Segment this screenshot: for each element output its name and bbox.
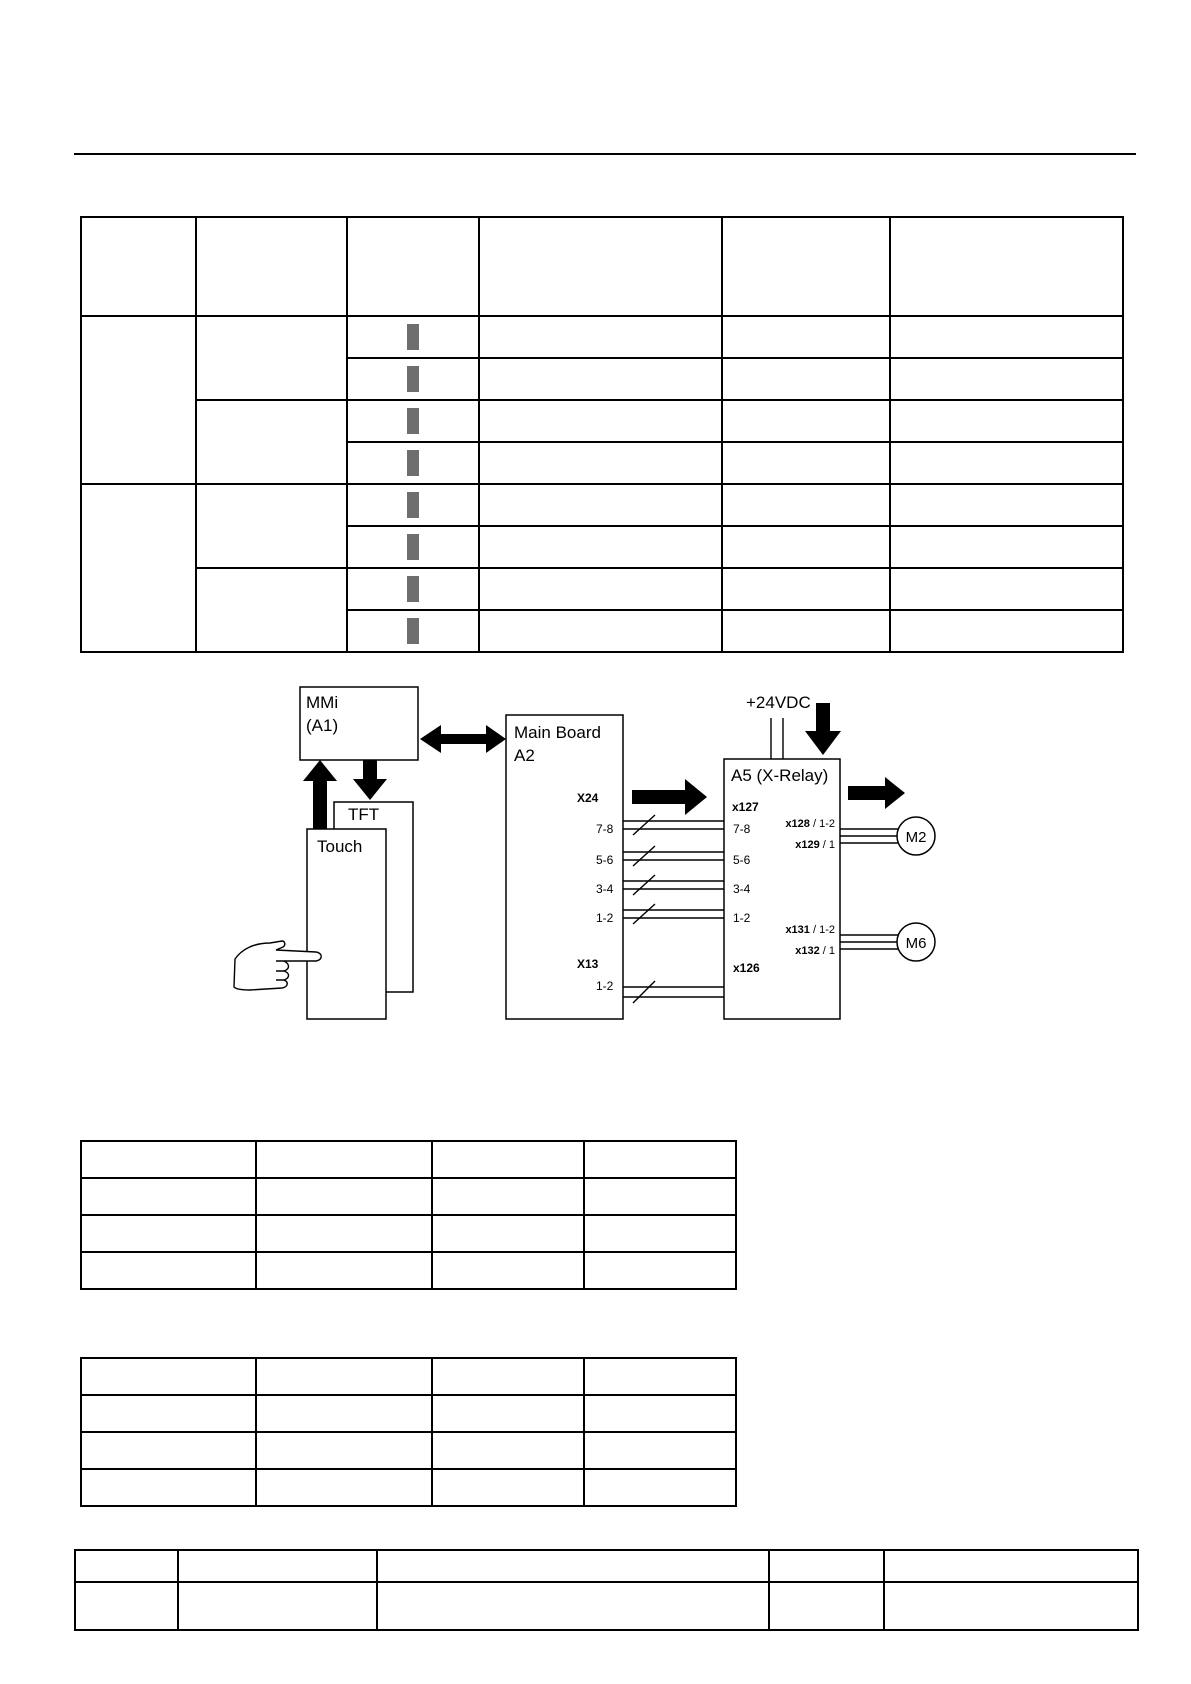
table-cell bbox=[584, 1141, 736, 1178]
x129-label: x129 / 1 bbox=[795, 839, 835, 851]
table-cell bbox=[256, 1469, 432, 1506]
bottom-table bbox=[74, 1549, 1139, 1631]
table-cell bbox=[479, 400, 722, 442]
table-row bbox=[81, 1358, 736, 1395]
table-row bbox=[81, 1469, 736, 1506]
main-pin-label: 7-8 bbox=[596, 822, 614, 836]
table-cell bbox=[347, 568, 479, 610]
touch-panel bbox=[307, 829, 386, 1019]
table-cell bbox=[722, 610, 890, 652]
motor-m2-label: M2 bbox=[905, 829, 927, 846]
table-cell bbox=[584, 1252, 736, 1289]
x132-label: x132 / 1 bbox=[795, 945, 835, 957]
table-cell bbox=[347, 484, 479, 526]
table-cell bbox=[722, 484, 890, 526]
table-cell bbox=[75, 1582, 178, 1630]
table-cell bbox=[347, 400, 479, 442]
table-row bbox=[81, 1252, 736, 1289]
table-cell bbox=[81, 1215, 256, 1252]
table-cell bbox=[584, 1358, 736, 1395]
gray-swatch bbox=[407, 618, 419, 644]
arrow-down-icon bbox=[353, 760, 387, 800]
gray-swatch bbox=[407, 366, 419, 392]
table-cell bbox=[256, 1432, 432, 1469]
table-row bbox=[81, 1432, 736, 1469]
table-cell bbox=[75, 1550, 178, 1582]
gray-swatch bbox=[407, 408, 419, 434]
main-pin-label: 1-2 bbox=[596, 911, 614, 925]
table-cell bbox=[890, 526, 1123, 568]
table-cell bbox=[432, 1141, 584, 1178]
x24-label: X24 bbox=[577, 791, 599, 805]
relay-pin-label: 7-8 bbox=[733, 822, 751, 836]
main-pin-label: 3-4 bbox=[596, 882, 614, 896]
tft-label: TFT bbox=[348, 805, 380, 824]
touch-label: Touch bbox=[317, 837, 363, 856]
small-table-2 bbox=[80, 1357, 737, 1507]
table-row bbox=[75, 1550, 1138, 1582]
table-cell bbox=[479, 217, 722, 316]
top-rule bbox=[74, 153, 1136, 155]
table-cell bbox=[256, 1141, 432, 1178]
table-cell bbox=[81, 1432, 256, 1469]
x127-label: x127 bbox=[732, 800, 759, 814]
x131-label: x131 / 1-2 bbox=[785, 924, 835, 936]
table-cell bbox=[196, 484, 347, 568]
table-cell bbox=[722, 358, 890, 400]
relay-pin-label: 3-4 bbox=[733, 882, 751, 896]
table-cell bbox=[196, 316, 347, 400]
small-table-1 bbox=[80, 1140, 737, 1290]
table-cell bbox=[81, 217, 196, 316]
table-cell bbox=[81, 1252, 256, 1289]
table-row bbox=[81, 568, 1123, 610]
table-row bbox=[81, 1215, 736, 1252]
table-cell bbox=[432, 1469, 584, 1506]
table-cell bbox=[256, 1178, 432, 1215]
table-cell bbox=[584, 1215, 736, 1252]
table-row bbox=[75, 1582, 1138, 1630]
arrow-up-icon bbox=[303, 760, 337, 829]
table-cell bbox=[347, 316, 479, 358]
table-cell bbox=[347, 526, 479, 568]
table-cell bbox=[890, 316, 1123, 358]
table-cell bbox=[81, 1358, 256, 1395]
table-cell bbox=[890, 358, 1123, 400]
table-cell bbox=[81, 1141, 256, 1178]
x126-label: x126 bbox=[733, 961, 760, 975]
table-cell bbox=[377, 1550, 769, 1582]
table-cell bbox=[769, 1550, 884, 1582]
wiring-diagram bbox=[230, 675, 950, 1035]
table-cell bbox=[584, 1395, 736, 1432]
mmi-sublabel: (A1) bbox=[306, 716, 339, 735]
table-cell bbox=[432, 1432, 584, 1469]
table-cell bbox=[81, 1469, 256, 1506]
double-arrow-icon bbox=[420, 725, 506, 753]
relay-pin-label: 1-2 bbox=[733, 911, 751, 925]
table-cell bbox=[722, 442, 890, 484]
table-cell bbox=[722, 400, 890, 442]
table-cell bbox=[884, 1582, 1138, 1630]
table-cell bbox=[890, 568, 1123, 610]
table-cell bbox=[432, 1178, 584, 1215]
main-board-label: Main Board bbox=[514, 723, 601, 742]
table-cell bbox=[890, 610, 1123, 652]
table-cell bbox=[890, 217, 1123, 316]
table-row bbox=[81, 316, 1123, 358]
table-cell bbox=[178, 1550, 377, 1582]
relay-pin-label: 5-6 bbox=[733, 853, 751, 867]
x13-label: X13 bbox=[577, 957, 599, 971]
gray-swatch bbox=[407, 324, 419, 350]
main-pin-label: 5-6 bbox=[596, 853, 614, 867]
main-table bbox=[80, 216, 1124, 653]
table-cell bbox=[479, 568, 722, 610]
supply-label: +24VDC bbox=[746, 693, 811, 712]
table-cell bbox=[81, 1178, 256, 1215]
gray-swatch bbox=[407, 492, 419, 518]
table-cell bbox=[479, 358, 722, 400]
table-cell bbox=[256, 1252, 432, 1289]
x13-pin-label: 1-2 bbox=[596, 979, 614, 993]
table-header-row bbox=[81, 217, 1123, 316]
table-cell bbox=[884, 1550, 1138, 1582]
table-row bbox=[81, 1141, 736, 1178]
table-cell bbox=[196, 400, 347, 484]
x128-label: x128 / 1-2 bbox=[785, 818, 835, 830]
table-cell bbox=[890, 442, 1123, 484]
arrow-right-icon bbox=[848, 777, 905, 809]
table-cell bbox=[81, 1395, 256, 1432]
table-cell bbox=[722, 217, 890, 316]
table-cell bbox=[196, 568, 347, 652]
table-cell bbox=[479, 526, 722, 568]
table-cell bbox=[479, 484, 722, 526]
table-cell bbox=[432, 1395, 584, 1432]
table-cell bbox=[256, 1358, 432, 1395]
gray-swatch bbox=[407, 450, 419, 476]
mmi-label: MMi bbox=[306, 693, 339, 712]
table-cell bbox=[347, 358, 479, 400]
relay-label: A5 (X-Relay) bbox=[731, 766, 829, 785]
table-row bbox=[81, 484, 1123, 526]
table-cell bbox=[722, 526, 890, 568]
table-cell bbox=[256, 1215, 432, 1252]
table-cell bbox=[347, 217, 479, 316]
table-row bbox=[81, 1178, 736, 1215]
table-cell bbox=[890, 484, 1123, 526]
table-cell bbox=[377, 1582, 769, 1630]
table-cell bbox=[178, 1582, 377, 1630]
motor-m6-label: M6 bbox=[905, 935, 927, 952]
table-cell bbox=[81, 484, 196, 652]
table-cell bbox=[584, 1432, 736, 1469]
table-row bbox=[81, 400, 1123, 442]
table-cell bbox=[432, 1358, 584, 1395]
gray-swatch bbox=[407, 534, 419, 560]
table-cell bbox=[81, 316, 196, 484]
arrow-right-icon bbox=[632, 779, 707, 815]
gray-swatch bbox=[407, 576, 419, 602]
table-cell bbox=[722, 568, 890, 610]
table-cell bbox=[584, 1469, 736, 1506]
table-cell bbox=[722, 316, 890, 358]
table-cell bbox=[347, 610, 479, 652]
table-cell bbox=[347, 442, 479, 484]
table-cell bbox=[256, 1395, 432, 1432]
table-cell bbox=[769, 1582, 884, 1630]
table-cell bbox=[479, 316, 722, 358]
table-cell bbox=[432, 1252, 584, 1289]
table-cell bbox=[479, 442, 722, 484]
table-cell bbox=[432, 1215, 584, 1252]
table-row bbox=[81, 1395, 736, 1432]
table-cell bbox=[479, 610, 722, 652]
table-cell bbox=[196, 217, 347, 316]
main-board-sublabel: A2 bbox=[514, 746, 535, 765]
table-cell bbox=[584, 1178, 736, 1215]
table-cell bbox=[890, 400, 1123, 442]
